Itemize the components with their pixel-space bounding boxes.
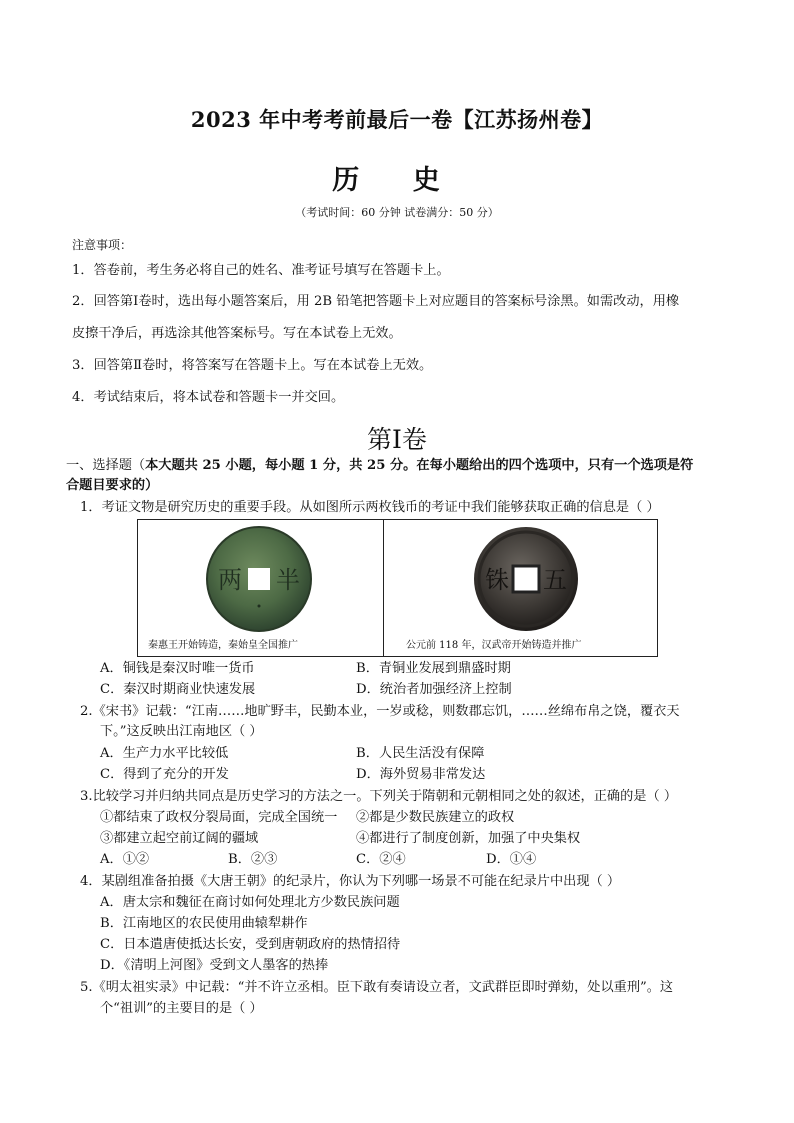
question-3-option-c: C．②④ xyxy=(356,852,406,867)
right-coin-char-right: 五 xyxy=(543,566,567,594)
question-4-option-b: B．江南地区的农民使用曲辕犁耕作 xyxy=(100,916,308,931)
question-5-stem: 5.《明太祖实录》中记载：“并不许立丞相。臣下敢有奏请设立者，文武群臣即时弹劾，处以重刑”。这 xyxy=(80,980,674,995)
question-3-option-b: B．②③ xyxy=(228,852,278,867)
question-3-stem: 3.比较学习并归纳共同点是历史学习的方法之一。下列关于隋朝和元朝相同之处的叙述，正确的是（ ） xyxy=(80,789,678,804)
right-coin-caption: 公元前 118 年，汉武帝开始铸造并推广 xyxy=(406,640,582,651)
figure-divider xyxy=(383,520,384,656)
section-instruction xyxy=(66,457,693,475)
question-2-stem-line2: 下。”这反映出江南地区（ ） xyxy=(100,724,263,739)
instruction-bold: 本大题共 25 小题，每小题 1 分，共 25 分。在每小题给出的四个选项中，只有一个选项是符 xyxy=(145,458,694,473)
question-2-stem: 2.《宋书》记载：“江南……地旷野丰，民勤本业，一岁或稔，则数郡忘饥，……丝绵布帛之饶，覆衣天 xyxy=(80,704,680,719)
notice-heading: 注意事项： xyxy=(72,238,133,252)
coin-figure xyxy=(137,519,658,657)
wuzhu-coin-icon xyxy=(471,524,581,634)
question-4-option-c: C．日本遣唐使抵达长安，受到唐朝政府的热情招待 xyxy=(100,937,401,952)
exam-info: （考试时间：60 分钟 试卷满分：50 分） xyxy=(295,206,499,219)
left-coin-char-right: 半 xyxy=(276,566,300,594)
question-1-option-a: A．铜钱是秦汉时唯一货币 xyxy=(100,661,255,676)
notice-item: 1．答卷前，考生务必将自己的姓名、准考证号填写在答题卡上。 xyxy=(72,263,450,278)
banliang-coin-icon xyxy=(204,524,314,634)
question-2-option-c: C．得到了充分的开发 xyxy=(100,767,229,782)
question-3-statement: ①都结束了政权分裂局面，完成全国统一 xyxy=(100,810,338,825)
section-instruction-line2: 合题目要求的） xyxy=(66,478,159,493)
question-4-option-d: D．《清明上河图》受到文人墨客的热捧 xyxy=(100,958,329,973)
question-2-option-b: B．人民生活没有保障 xyxy=(356,746,485,761)
section-title: 第Ⅰ卷 xyxy=(367,425,427,454)
right-coin-char-left: 铢 xyxy=(485,566,509,594)
notice-item: 4．考试结束后，将本试卷和答题卡一并交回。 xyxy=(72,390,345,405)
notice-item: 2．回答第Ⅰ卷时，选出每小题答案后，用 2B 铅笔把答题卡上对应题目的答案标号涂黑。如需改动，用橡 xyxy=(72,294,680,309)
question-4-option-a: A．唐太宗和魏征在商讨如何处理北方少数民族问题 xyxy=(100,895,400,910)
question-3-statement: ②都是少数民族建立的政权 xyxy=(356,810,515,825)
left-coin-char-left: 两 xyxy=(218,566,242,594)
question-5-stem-line2: 个“祖训”的主要目的是（ ） xyxy=(100,1001,263,1016)
notice-item: 3．回答第Ⅱ卷时，将答案写在答题卡上。写在本试卷上无效。 xyxy=(72,358,433,373)
question-1-stem: 1．考证文物是研究历史的重要手段。从如图所示两枚钱币的考证中我们能够获取正确的信息是（ ） xyxy=(80,500,660,515)
left-coin-caption: 秦惠王开始铸造，秦始皇全国推广 xyxy=(148,640,298,651)
exam-title: 2023 年中考考前最后一卷【江苏扬州卷】 xyxy=(190,107,604,132)
question-3-statement: ③都建立起空前辽阔的疆域 xyxy=(100,831,259,846)
subject-title: 历 史 xyxy=(332,165,462,196)
question-2-option-d: D．海外贸易非常发达 xyxy=(356,767,486,782)
question-1-option-b: B．青铜业发展到鼎盛时期 xyxy=(356,661,511,676)
question-1-option-c: C．秦汉时期商业快速发展 xyxy=(100,682,256,697)
question-4-stem: 4．某剧组准备拍摄《大唐王朝》的纪录片，你认为下列哪一场景不可能在纪录片中出现（ ） xyxy=(80,874,621,889)
question-3-option-d: D．①④ xyxy=(486,852,537,867)
question-3-option-a: A．①② xyxy=(100,852,150,867)
question-1-option-d: D．统治者加强经济上控制 xyxy=(356,682,512,697)
question-3-statement: ④都进行了制度创新，加强了中央集权 xyxy=(356,831,581,846)
question-2-option-a: A．生产力水平比较低 xyxy=(100,746,229,761)
notice-item: 皮擦干净后，再选涂其他答案标号。写在本试卷上无效。 xyxy=(72,326,402,341)
instruction-prefix: 一、选择题（ xyxy=(66,458,146,473)
